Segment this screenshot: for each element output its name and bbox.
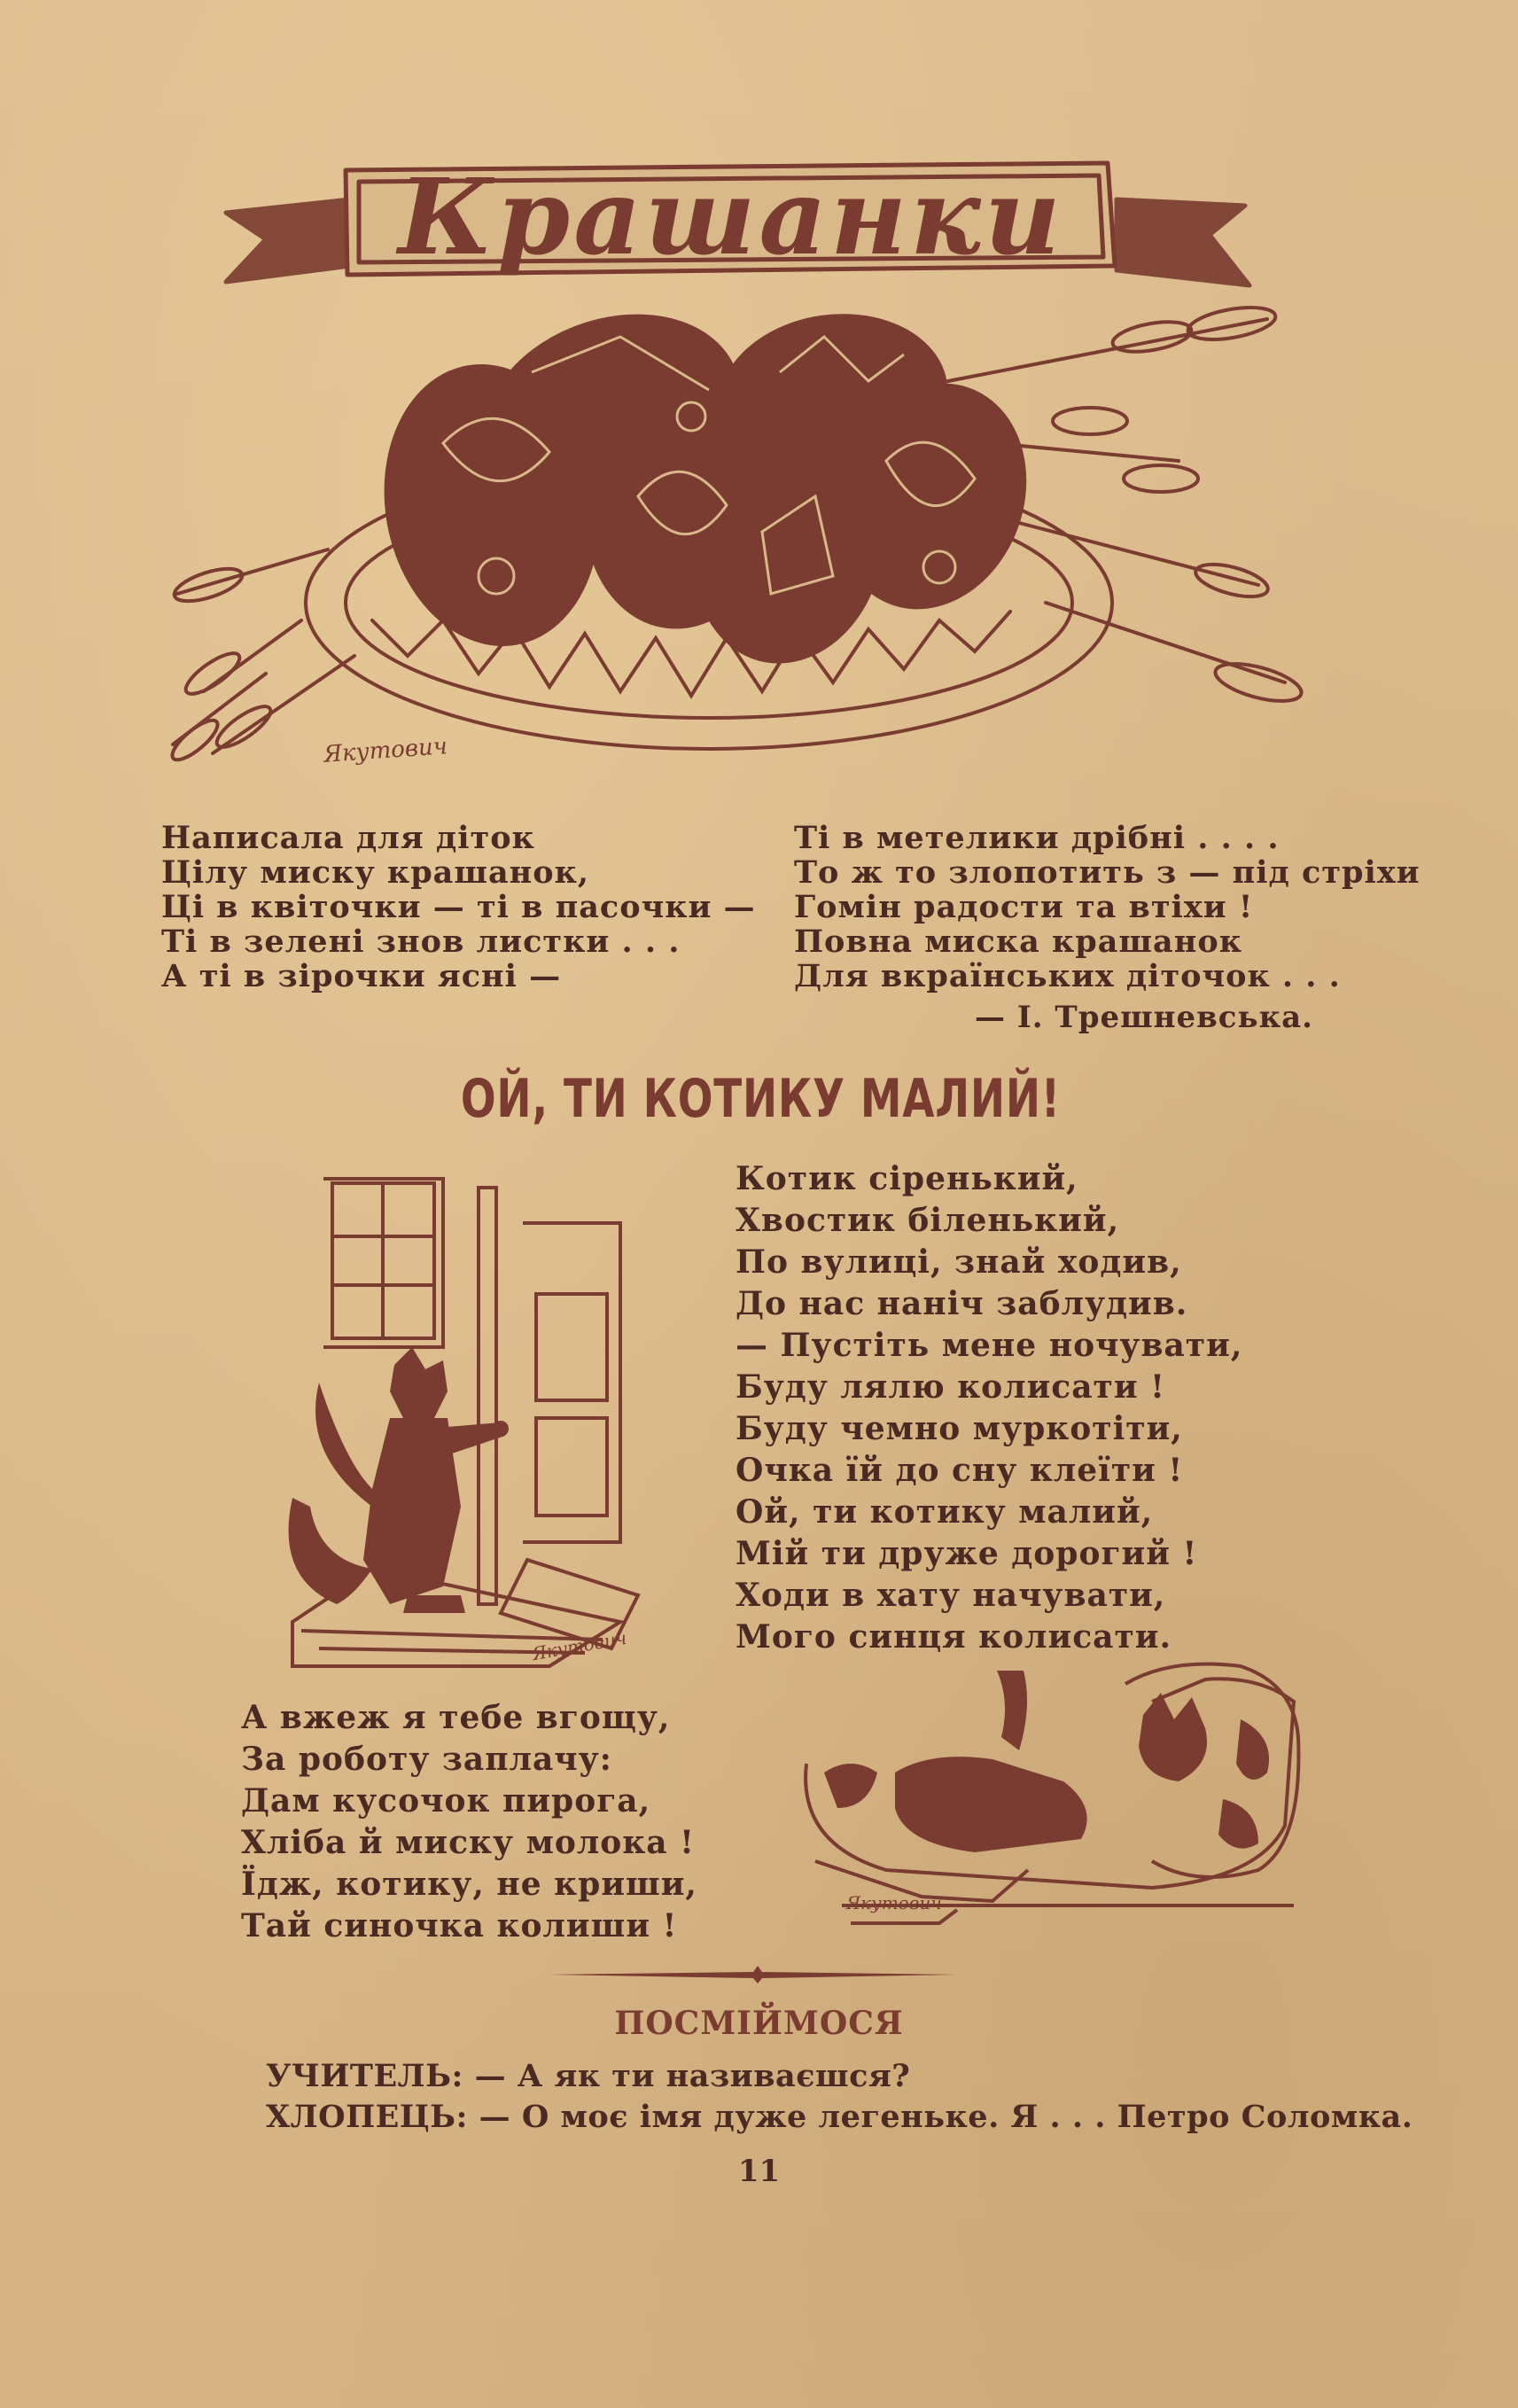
poem-line: — Пустіть мене ночувати, [736, 1327, 1243, 1364]
joke-line-teacher: УЧИТЕЛЬ: — А як ти називаєшся? [266, 2058, 911, 2094]
title-banner-text: Крашанки [398, 155, 1064, 278]
poem-line: Хліба й миску молока ! [241, 1824, 695, 1861]
poem-line: За роботу заплачу: [241, 1741, 612, 1778]
joke-heading: ПОСМІЙМОСЯ [614, 2005, 904, 2042]
poem-line: Гомін радости та втіхи ! [794, 889, 1254, 925]
signature-3: Якутович [846, 1892, 942, 1913]
signature-2: Якутович [530, 1626, 628, 1665]
poem-line: Тай синочка колиши ! [241, 1907, 678, 1944]
poem-line: Ті в метелики дрібні . . . . [794, 820, 1280, 856]
poem2-title: ОЙ, ТИ КОТИКУ МАЛИЙ! [460, 1068, 1061, 1130]
poem-line: Цілу миску крашанок, [161, 854, 590, 891]
joke-line-boy: ХЛОПЕЦЬ: — О моє імя дуже легеньке. Я . . . Петро Соломка. [266, 2099, 1413, 2135]
poem-line: Ці в квіточки — ті в пасочки — [161, 889, 756, 925]
poem-line: То ж то злопотить з — під стріхи [794, 854, 1421, 891]
poem-line: Повна миска крашанок [794, 923, 1242, 960]
page-number: 11 [737, 2154, 781, 2189]
poem-line: Очка їй до сну клеїти ! [736, 1452, 1184, 1489]
poem-line: До нас наніч заблудив. [736, 1285, 1188, 1322]
poem-line: Котик сіренький, [736, 1160, 1078, 1197]
poem-line: Ті в зелені знов листки . . . [161, 923, 681, 960]
poem-line: Хвостик біленький, [736, 1202, 1120, 1239]
poem-line: Написала для діток [161, 820, 535, 856]
poem-line: По вулиці, знай ходив, [736, 1243, 1182, 1281]
poem-line: А ті в зірочки ясні — [161, 958, 562, 994]
signature-1: Якутович [323, 733, 448, 768]
poem-line: Ой, ти котику малий, [736, 1493, 1154, 1531]
poem-line: Буду чемно муркотіти, [736, 1410, 1183, 1447]
poem-line: Буду лялю колисати ! [736, 1368, 1165, 1406]
poem-line: Ходи в хату начувати, [736, 1577, 1166, 1614]
poem-line: Мого синця колисати. [736, 1618, 1172, 1656]
poem-line: Для вкраїнських діточок . . . [794, 958, 1341, 994]
poem-line: Мій ти друже дорогий ! [736, 1535, 1198, 1572]
poem-line: А вжеж я тебе вгощу, [241, 1699, 671, 1736]
poem1-author: — І. Трешневська. [975, 1000, 1314, 1035]
poem-line: Дам кусочок пирога, [241, 1782, 651, 1820]
poem-line: Їдж, котику, не криши, [241, 1866, 697, 1903]
